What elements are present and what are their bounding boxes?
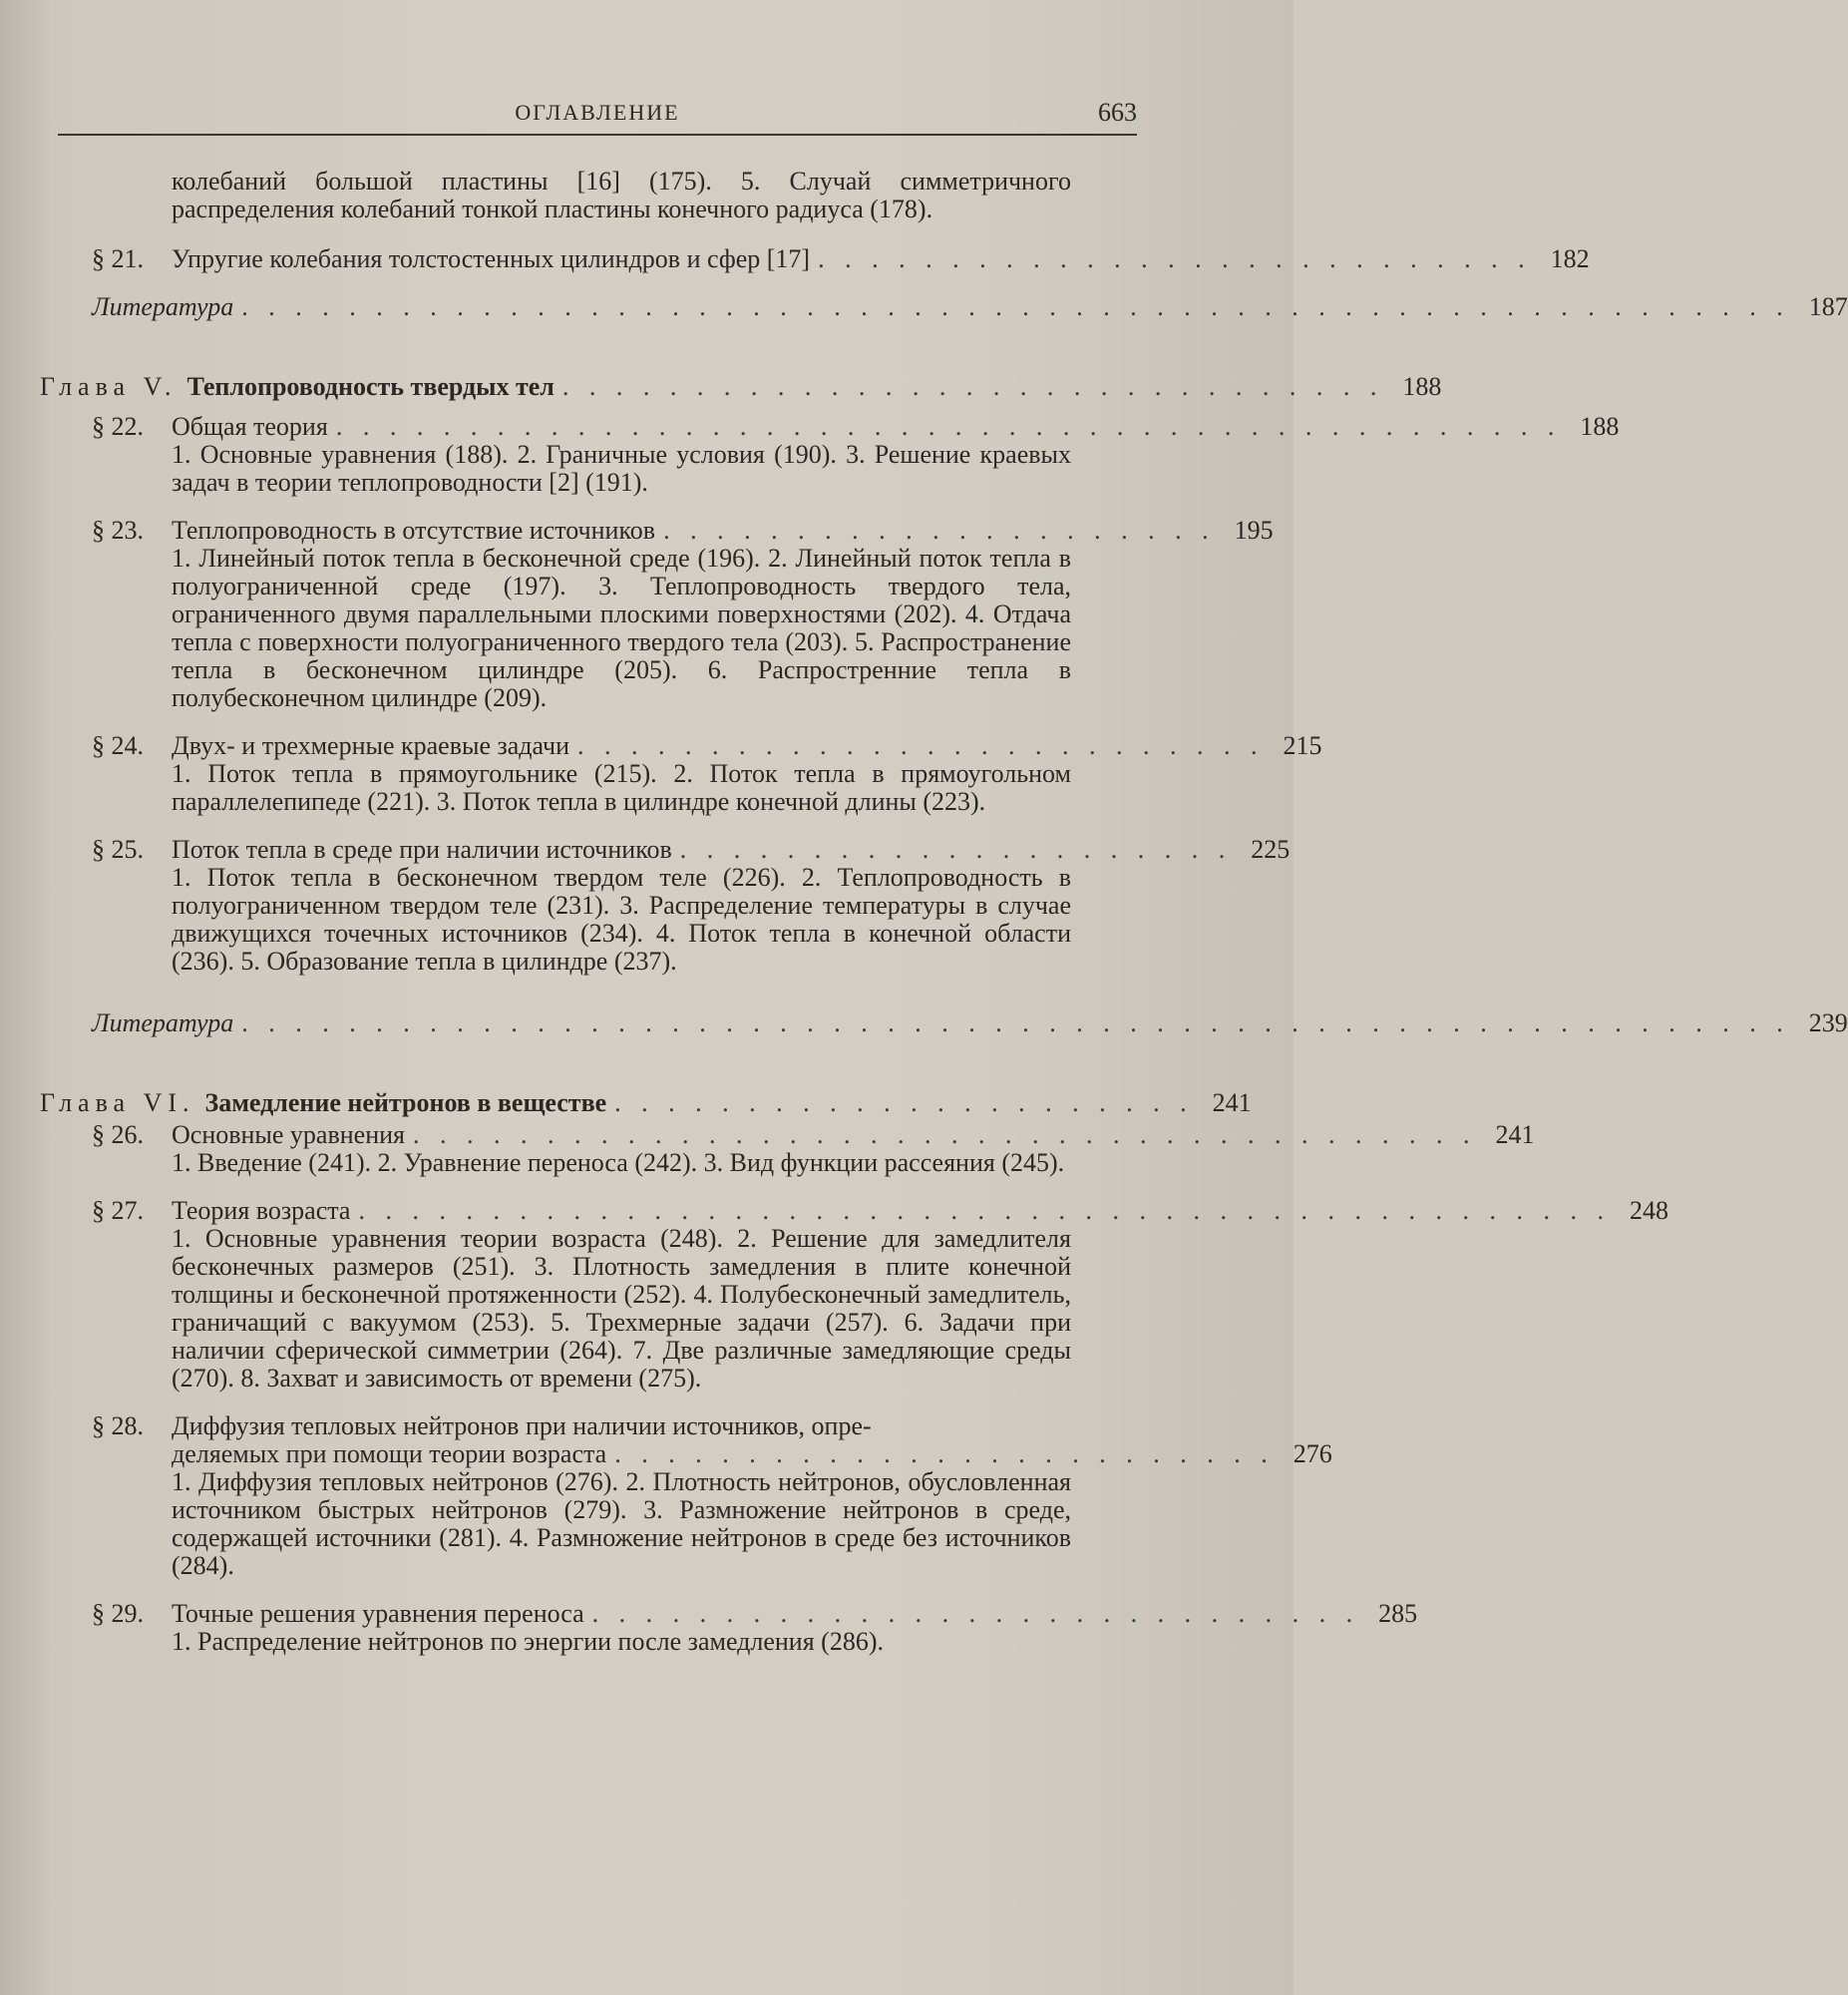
- header-title: ОГЛАВЛЕНИЕ: [515, 100, 680, 125]
- chapter-page: 241: [1212, 1088, 1252, 1117]
- section-page: 276: [1293, 1439, 1332, 1468]
- section-subtopics: 1. Введение (241). 2. Уравнение переноса (242). 3. Вид функции рассеяния (245).: [172, 1148, 1065, 1177]
- section-page: 241: [1495, 1120, 1535, 1149]
- leader-dots: . . . . . . . . . . . . . . . . . . . . . . . . . . .: [818, 244, 1532, 273]
- section-subtopics: 1. Поток тепла в бесконечном твердом теле (226). 2. Теплопроводность в полуограниченном твердом теле (231). 3. Распределение температуры в случае движущихся точечных источников (234). 4. Поток тепла в конечной области (236). 5. Образование тепла в цилиндре (237).: [172, 863, 1071, 976]
- section-page: 285: [1378, 1599, 1418, 1628]
- section-title: Теплопроводность в отсутствие источников: [172, 516, 656, 545]
- section-page: 248: [1629, 1196, 1668, 1225]
- literature-title: Литература: [92, 292, 234, 321]
- literature-page: 239: [1808, 1008, 1848, 1037]
- section-title: Точные решения уравнения переноса: [172, 1599, 584, 1628]
- toc-entry-section-21: [40, 244, 1590, 273]
- section-page: 225: [1251, 835, 1291, 864]
- section-label: § 26.: [92, 1120, 144, 1149]
- toc-entry-section-27: [40, 1196, 1668, 1225]
- running-header: [58, 98, 1137, 136]
- section-subtopics: 1. Поток тепла в прямоугольнике (215). 2. Поток тепла в прямоугольном параллелепипеде (221). 3. Поток тепла в цилиндре конечной длины (223).: [172, 759, 1071, 816]
- section-subtopics: 1. Основные уравнения теории возраста (248). 2. Решение для замедлителя бесконечных размеров (251). 3. Плотность замедления в плите конечной толщины и бесконечной протяженности (252). 4. Полубесконечный замедлитель, граничащий с вакуумом (253). 5. Трехмерные задачи (257). 6. Задачи при наличии сферической симметрии (264). 7. Две различные замедляющие среды (270). 8. Захват и зависимость от времени (275).: [172, 1224, 1071, 1393]
- section-label: § 23.: [92, 516, 144, 545]
- toc-entry-section-24: [40, 731, 1322, 760]
- leader-dots: . . . . . . . . . . . . . . . . . . . . . . . . . . . . . . . . . . . . . . . .: [413, 1120, 1477, 1149]
- leader-dots: . . . . . . . . . . . . . . . . . . . . .: [679, 835, 1233, 864]
- leader-dots: . . . . . . . . . . . . . . . . . . . . .: [663, 516, 1216, 545]
- section-label: § 28.: [92, 1411, 144, 1440]
- chapter-page: 188: [1402, 372, 1442, 401]
- leader-dots: . . . . . . . . . . . . . . . . . . . . . . . . . .: [577, 731, 1265, 760]
- section-label: § 24.: [92, 731, 144, 760]
- leader-dots: . . . . . . . . . . . . . . . . . . . . . . . . . . . . . . . . . . . . . . . . . . . . . . .: [358, 1196, 1611, 1225]
- toc-entry-section-28-cont: [40, 1439, 1332, 1468]
- leader-dots: . . . . . . . . . . . . . . . . . . . . . . . . . . . . . . . . . . . . . . . . . . . . . .: [335, 412, 1562, 441]
- section-title: Теория возраста: [172, 1196, 351, 1225]
- literature-page: 187: [1808, 292, 1848, 321]
- section-page: 182: [1550, 244, 1590, 273]
- section-label: § 25.: [92, 835, 144, 864]
- toc-entry-section-26: [40, 1120, 1535, 1149]
- chapter-title: Замедление нейтронов в веществе: [204, 1088, 607, 1117]
- toc-entry-literature: [40, 292, 1848, 321]
- toc-entry-literature: [40, 1008, 1848, 1037]
- section-title-line-1: Диффузия тепловых нейтронов при наличии источников, опре-: [172, 1411, 872, 1440]
- section-title-line-2: деляемых при помощи теории возраста: [172, 1439, 607, 1468]
- section-title: Основные уравнения: [172, 1120, 405, 1149]
- section-page: 188: [1580, 412, 1620, 441]
- leader-dots: . . . . . . . . . . . . . . . . . . . . . . . . .: [614, 1439, 1275, 1468]
- table-of-contents: [40, 167, 1848, 1656]
- literature-title: Литература: [92, 1008, 234, 1037]
- section-label: § 29.: [92, 1599, 144, 1628]
- section-page: 215: [1283, 731, 1322, 760]
- toc-entry-section-28: [40, 1412, 1142, 1440]
- section-title: Двух- и трехмерные краевые задачи: [172, 731, 570, 760]
- continuation-text: колебаний большой пластины [16] (175). 5. Случай симметричного распределения колебаний тонкой пластины конечного радиуса (178).: [172, 167, 1071, 223]
- header-page-number: 663: [1098, 98, 1137, 127]
- section-label: § 21.: [92, 244, 144, 273]
- section-subtopics: 1. Диффузия тепловых нейтронов (276). 2. Плотность нейтронов, обусловленная источником быстрых нейтронов (279). 3. Размножение нейтронов в среде, содержащей источники (281). 4. Размножение нейтронов в среде без источников (284).: [172, 1467, 1071, 1580]
- section-title: Поток тепла в среде при наличии источников: [172, 835, 672, 864]
- section-label: § 27.: [92, 1196, 144, 1225]
- chapter-label: Глава V.: [40, 372, 178, 401]
- toc-entry-section-25: [40, 835, 1291, 864]
- toc-entry-section-29: [40, 1599, 1418, 1628]
- leader-dots: . . . . . . . . . . . . . . . . . . . . . .: [614, 1088, 1194, 1117]
- leader-dots: . . . . . . . . . . . . . . . . . . . . . . . . . . . . . . . . . . . . . . . . . . . . . . . . . . . . . . . . . .: [241, 292, 1790, 321]
- toc-entry-chapter-5: [40, 372, 1442, 401]
- leader-dots: . . . . . . . . . . . . . . . . . . . . . . . . . . . . .: [591, 1599, 1360, 1628]
- section-subtopics: 1. Распределение нейтронов по энергии после замедления (286).: [172, 1627, 884, 1656]
- section-title: Общая теория: [172, 412, 328, 441]
- section-page: 195: [1234, 516, 1274, 545]
- toc-entry-section-23: [40, 516, 1274, 545]
- section-subtopics: 1. Основные уравнения (188). 2. Граничные условия (190). 3. Решение краевых задач в теории теплопроводности [2] (191).: [172, 440, 1071, 497]
- toc-entry-section-22: [40, 412, 1620, 441]
- section-label: § 22.: [92, 412, 144, 441]
- leader-dots: . . . . . . . . . . . . . . . . . . . . . . . . . . . . . . . . . . . . . . . . . . . . . . . . . . . . . . . . . .: [241, 1008, 1790, 1037]
- section-title: Упругие колебания толстостенных цилиндров и сфер [17]: [172, 244, 811, 273]
- toc-entry-chapter-6: [40, 1088, 1252, 1117]
- chapter-label: Глава VI.: [40, 1088, 195, 1117]
- leader-dots: . . . . . . . . . . . . . . . . . . . . . . . . . . . . . . .: [561, 372, 1384, 401]
- chapter-title: Теплопроводность твердых тел: [186, 372, 554, 401]
- section-subtopics: 1. Линейный поток тепла в бесконечной среде (196). 2. Линейный поток тепла в полуограниченной среде (197). 3. Теплопроводность твердого тела, ограниченного двумя параллельными плоскими поверхностями (202). 4. Отдача тепла с поверхности полуограниченного твердого тела (203). 5. Распространение тепла в бесконечном цилиндре (205). 6. Распростренние тепла в полубесконечном цилиндре (209).: [172, 544, 1071, 712]
